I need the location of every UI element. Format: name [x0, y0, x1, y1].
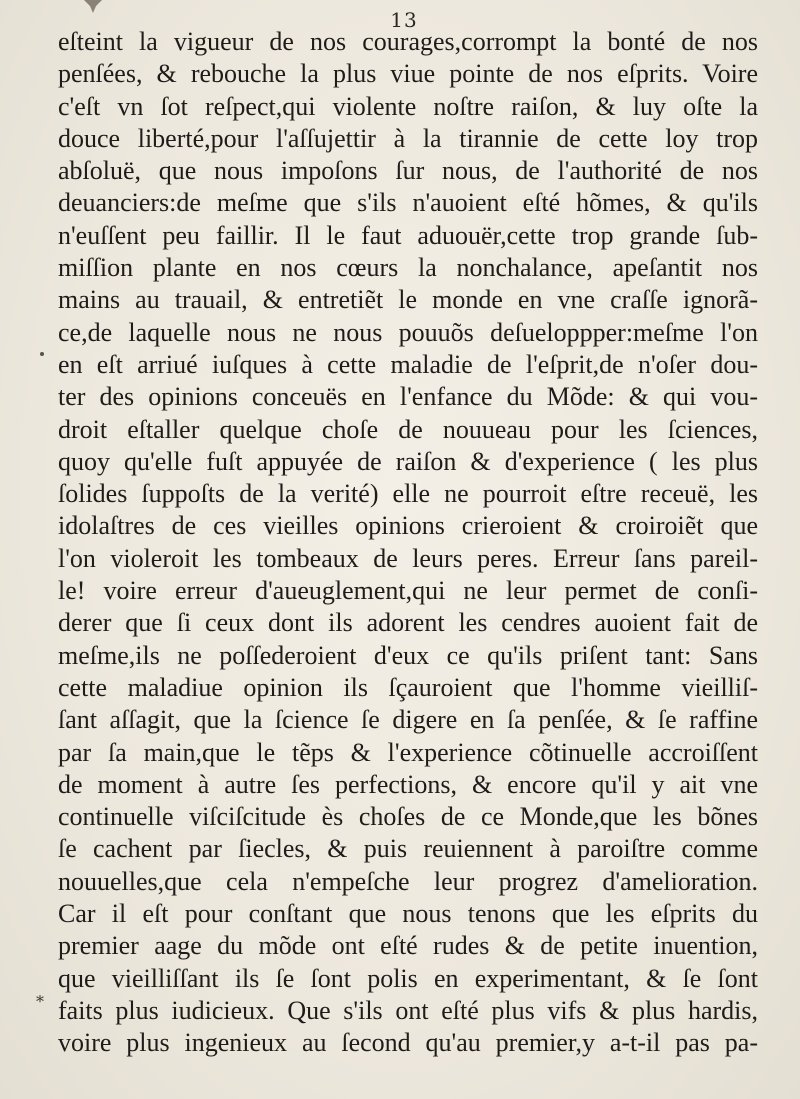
text-line: le! voire erreur d'aueuglement,qui ne leur permet de conſi-: [58, 576, 758, 606]
text-line: cette maladiue opinion ils ſçauroient que l'homme vieilliſ-: [58, 672, 758, 702]
text-line: nouuelles,que cela n'empeſche leur progrez d'amelioration.: [58, 866, 758, 896]
text-line: ſant aſſagit, que la ſcience ſe digere en ſa penſée, & ſe raffine: [58, 705, 758, 735]
text-line: c'eſt vn ſot reſpect,qui violente noſtre raiſon, & luy oſte la: [58, 91, 758, 121]
text-line: idolaſtres de ces vieilles opinions crieroient & croiroiẽt que: [58, 511, 758, 541]
page-number: 13: [390, 8, 418, 32]
text-line: meſme,ils ne poſſederoient d'eux ce qu'ils priſent tant: Sans: [58, 640, 758, 670]
text-line: Car il eſt pour conſtant que nous tenons que les eſprits du: [58, 899, 758, 929]
text-line: n'euſſent peu faillir. Il le faut aduouër,cette trop grande ſub-: [58, 220, 758, 250]
text-line: ſe cachent par ſiecles, & puis reuiennent à paroiſtre comme: [58, 834, 758, 864]
text-line: douce liberté,pour l'aſſujettir à la tirannie de cette loy trop: [58, 123, 758, 153]
text-line: penſées, & rebouche la plus viue pointe de nos eſprits. Voire: [58, 59, 758, 89]
text-line: ce,de laquelle nous ne nous pouuõs deſueloppper:meſme l'on: [58, 317, 758, 347]
body-text: [58, 26, 758, 1060]
text-line: deuanciers:de meſme que s'ils n'auoient eſté hõmes, & qu'ils: [58, 188, 758, 218]
marginal-mark: *: [36, 992, 44, 1011]
text-line: faits plus iudicieux. Que s'ils ont eſté plus vifs & plus hardis,: [58, 995, 758, 1025]
text-line: par ſa main,que le tẽps & l'experience cõtinuelle accroiſſent: [58, 737, 758, 767]
text-line: miſſion plante en nos cœurs la nonchalance, apeſantit nos: [58, 253, 758, 283]
text-line: que vieilliſſant ils ſe ſont polis en experimentant, & ſe ſont: [58, 963, 758, 993]
text-line: de moment à autre ſes perfections, & encore qu'il y ait vne: [58, 769, 758, 799]
text-line: continuelle viſciſcitude ès choſes de ce Monde,que les bõnes: [58, 802, 758, 832]
margin-dot: [40, 352, 44, 356]
text-line: ter des opinions conceuës en l'enfance du Mõde: & qui vou-: [58, 382, 758, 412]
text-line: en eſt arriué iuſques à cette maladie de l'eſprit,de n'oſer dou-: [58, 349, 758, 379]
text-line: abſoluë, que nous impoſons ſur nous, de l'authorité de nos: [58, 156, 758, 186]
text-line: ſolides ſuppoſts de la verité) elle ne pourroit eſtre receuë, les: [58, 479, 758, 509]
text-line: l'on violeroit les tombeaux de leurs peres. Erreur ſans pareil-: [58, 543, 758, 573]
text-line: eſteint la vigueur de nos courages,corrompt la bonté de nos: [58, 27, 758, 56]
text-line: premier aage du mõde ont eſté rudes & de petite inuention,: [58, 931, 758, 961]
text-line: droit eſtaller quelque choſe de nouueau pour les ſciences,: [58, 414, 758, 444]
text-line: derer que ſi ceux dont ils adorent les cendres auoient fait de: [58, 608, 758, 638]
ink-blot-ornament: [82, 0, 104, 14]
text-line: quoy qu'elle fuſt appuyée de raiſon & d'experience ( les plus: [58, 446, 758, 476]
text-line: voire plus ingenieux au ſecond qu'au premier,y a-t-il pas pa-: [58, 1028, 758, 1058]
text-line: mains au trauail, & entretiẽt le monde en vne craſſe ignorã-: [58, 285, 758, 315]
